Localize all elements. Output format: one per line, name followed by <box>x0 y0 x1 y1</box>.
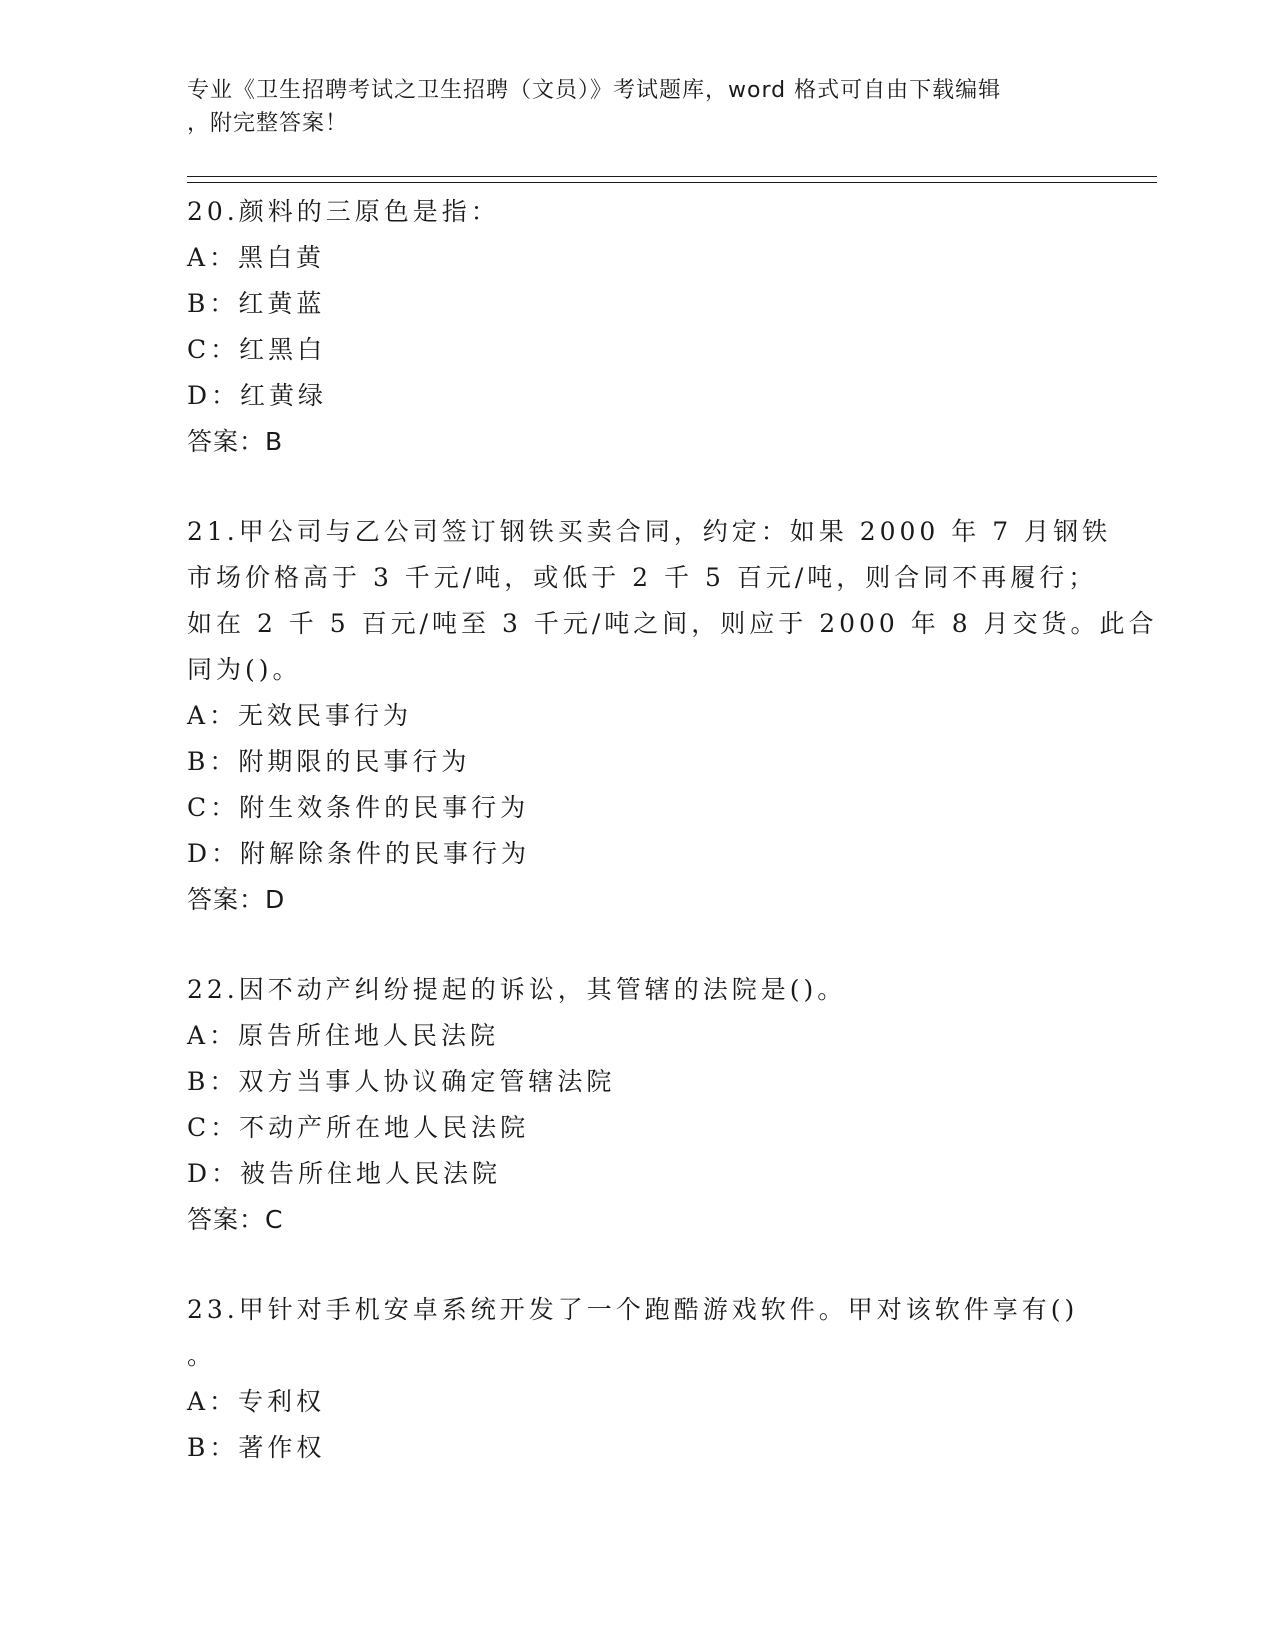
answer-label: 答案：D <box>187 885 286 914</box>
option-c: C：红黑白 <box>187 335 327 364</box>
option-d: D：被告所住地人民法院 <box>187 1159 502 1188</box>
header-divider-bottom <box>187 182 1157 183</box>
option-c: C：不动产所在地人民法院 <box>187 1113 530 1142</box>
question-stem-line: 如在 2 千 5 百元/吨至 3 千元/吨之间，则应于 2000 年 8 月交货。此合 <box>187 609 1158 638</box>
option-b: B：红黄蓝 <box>187 289 326 318</box>
question-23 <box>187 1287 1087 1471</box>
answer-label: 答案：B <box>187 427 284 456</box>
question-stem-line: 同为()。 <box>187 655 302 684</box>
question-stem-line: 21.甲公司与乙公司签订钢铁买卖合同，约定：如果 2000 年 7 月钢铁 <box>187 517 1112 546</box>
option-a: A：黑白黄 <box>187 243 326 272</box>
answer-label: 答案：C <box>187 1205 284 1234</box>
question-stem: 22.因不动产纠纷提起的诉讼，其管辖的法院是()。 <box>187 975 847 1004</box>
question-stem-line: 。 <box>187 1341 217 1370</box>
header-divider-top <box>187 176 1157 177</box>
question-stem-line: 23.甲针对手机安卓系统开发了一个跑酷游戏软件。甲对该软件享有() <box>187 1295 1079 1324</box>
document-header <box>187 74 1067 140</box>
header-line-1: 专业《卫生招聘考试之卫生招聘（文员）》考试题库，word 格式可自由下载编辑 <box>187 78 1002 103</box>
option-b: B：著作权 <box>187 1433 326 1462</box>
option-b: B：双方当事人协议确定管辖法院 <box>187 1067 616 1096</box>
option-a: A：专利权 <box>187 1387 326 1416</box>
question-21 <box>187 509 1158 923</box>
option-a: A：原告所住地人民法院 <box>187 1021 500 1050</box>
header-line-2: ，附完整答案！ <box>187 111 349 136</box>
question-20 <box>187 189 1087 465</box>
question-22 <box>187 967 1087 1243</box>
option-a: A：无效民事行为 <box>187 701 413 730</box>
question-stem: 20.颜料的三原色是指： <box>187 197 500 226</box>
option-b: B：附期限的民事行为 <box>187 747 471 776</box>
question-list <box>187 189 1158 1515</box>
question-stem-line: 市场价格高于 3 千元/吨，或低于 2 千 5 百元/吨，则合同不再履行； <box>187 563 1098 592</box>
option-d: D：红黄绿 <box>187 381 328 410</box>
option-c: C：附生效条件的民事行为 <box>187 793 530 822</box>
option-d: D：附解除条件的民事行为 <box>187 839 531 868</box>
